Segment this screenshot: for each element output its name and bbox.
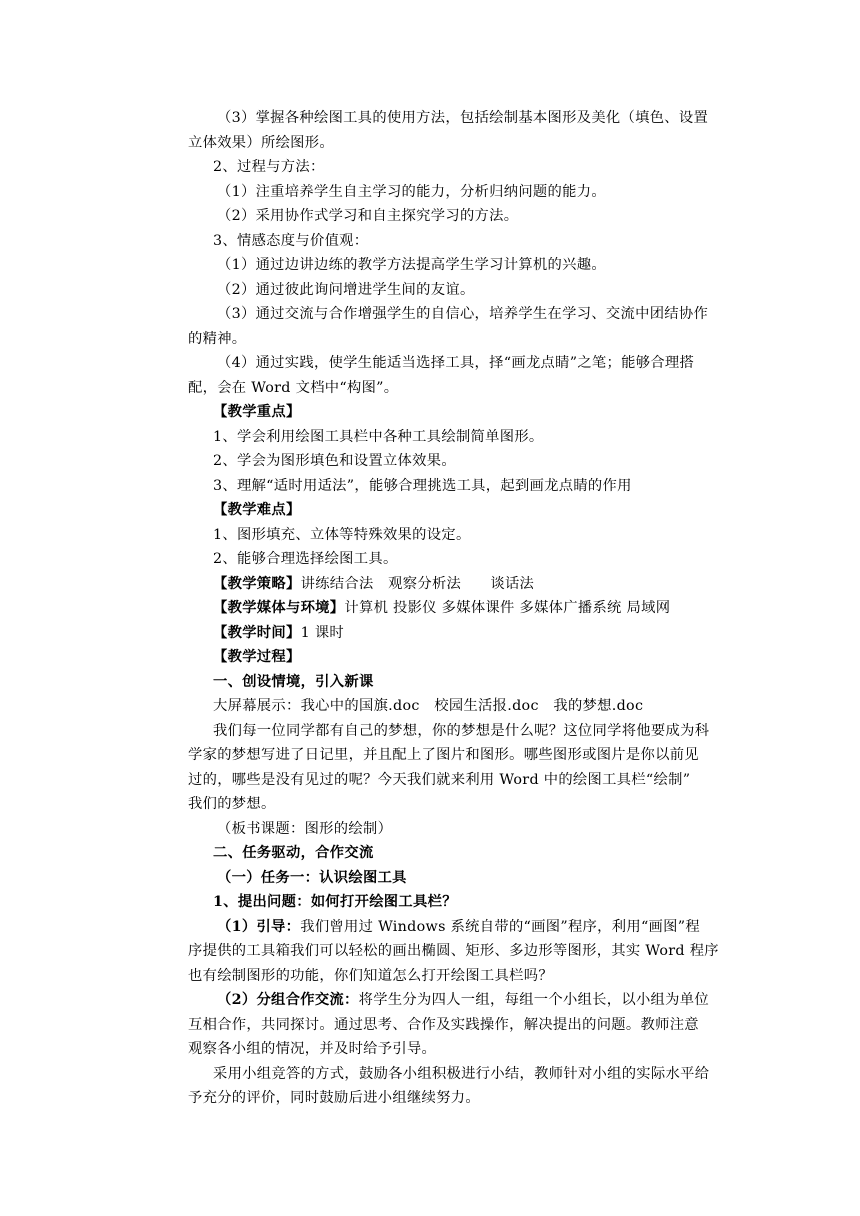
difficulties-heading: 【教学难点】 [213,502,301,518]
text-line: （2）通过彼此询问增进学生间的友谊。 [217,281,475,298]
guide-line [188,915,721,940]
text-line: （3）掌握各种绘图工具的使用方法，包括绘制基本图形及美化（填色、设置 [217,110,709,126]
text-line: （1）注重培养学生自主学习的能力，分析归纳问题的能力。 [217,183,606,200]
text-line: 过的，哪些是没有见过的呢？今天我们就来利用 Word 中的绘图工具栏“绘制” [188,771,691,788]
text-line: 予充分的评价，同时鼓励后进小组继续努力。 [188,1090,480,1106]
group-line [188,988,721,1013]
strategy-text: 讲练结合法 观察分析法 谈话法 [300,575,535,592]
text-line: 2、能够合理选择绘图工具。 [213,551,398,567]
text-line: 2、学会为图形填色和设置立体效果。 [213,453,456,469]
text-line: 的精神。 [188,330,247,347]
text-line: （2）采用协作式学习和自主探究学习的方法。 [217,208,519,224]
text-line: （4）通过实践，使学生能适当选择工具，择“画龙点睛”之笔；能够合理搭 [217,355,695,371]
media-label: 【教学媒体与环境】 [213,600,345,616]
document-body [188,106,721,1111]
section-heading: 二、任务驱动，合作交流 [213,845,374,861]
question-heading: 1、提出问题：如何打开绘图工具栏？ [213,894,457,910]
section-heading: 2、过程与方法： [213,159,325,175]
text-line: 1、图形填充、立体等特殊效果的设定。 [213,526,471,543]
section-heading: 一、创设情境，引入新课 [213,673,374,690]
text-line: 采用小组竞答的方式，鼓励各小组积极进行小结，教师针对小组的实际水平给 [213,1065,710,1082]
strategy-label: 【教学策略】 [213,575,301,592]
text-line: 我们每一位同学都有自己的梦想，你的梦想是什么呢？这位同学将他要成为科 [213,722,710,739]
process-heading: 【教学过程】 [213,649,301,665]
text-line: 3、理解“适时用适法”，能够合理挑选工具，起到画龙点睛的作用 [213,477,632,494]
text-line: 序提供的工具箱我们可以轻松的画出椭圆、矩形、多边形等图形，其实 Word 程序 [188,943,719,959]
text-line: 立体效果）所绘图形。 [188,134,334,151]
text-line: （板书课题：图形的绘制） [217,820,393,837]
guide-label: （1）引导： [217,918,301,935]
text-line: （3）通过交流与合作增强学生的自信心，培养学生在学习、交流中团结协作 [217,306,709,322]
section-heading: 3、情感态度与价值观： [213,232,369,249]
time-line [188,621,721,646]
time-text: 1 课时 [300,624,345,641]
group-label: （2）分组合作交流： [217,992,359,1008]
text-line: （1）通过边讲边练的教学方法提高学生学习计算机的兴趣。 [217,257,606,273]
text-line: 配，会在 Word 文档中“构图”。 [188,379,399,396]
text-line: 也有绘制图形的功能，你们知道怎么打开绘图工具栏吗？ [188,967,553,984]
strategy-line [188,572,721,597]
text-line: 观察各小组的情况，并及时给予引导。 [188,1041,437,1057]
key-points-heading: 【教学重点】 [213,404,301,420]
group-text: 将学生分为四人一组，每组一个小组长，以小组为单位 [358,992,709,1008]
media-line [188,596,721,621]
text-line: 学家的梦想写进了日记里，并且配上了图片和图形。哪些图形或图片是你以前见 [188,747,699,763]
text-line: 互相合作，共同探讨。通过思考、合作及实践操作，解决提出的问题。教师注意 [188,1016,699,1033]
text-line: 1、学会利用绘图工具栏中各种工具绘制简单图形。 [213,428,544,445]
media-text: 计算机 投影仪 多媒体课件 多媒体广播系统 局域网 [344,600,671,616]
guide-text: 我们曾用过 Windows 系统自带的“画图”程序，利用“画图”程 [300,918,700,935]
text-line: 大屏幕展示：我心中的国旗.doc 校园生活报.doc 我的梦想.doc [213,698,644,714]
text-line: 我们的梦想。 [188,796,276,812]
time-label: 【教学时间】 [213,624,301,641]
task-heading: （一）任务一：认识绘图工具 [217,869,407,886]
